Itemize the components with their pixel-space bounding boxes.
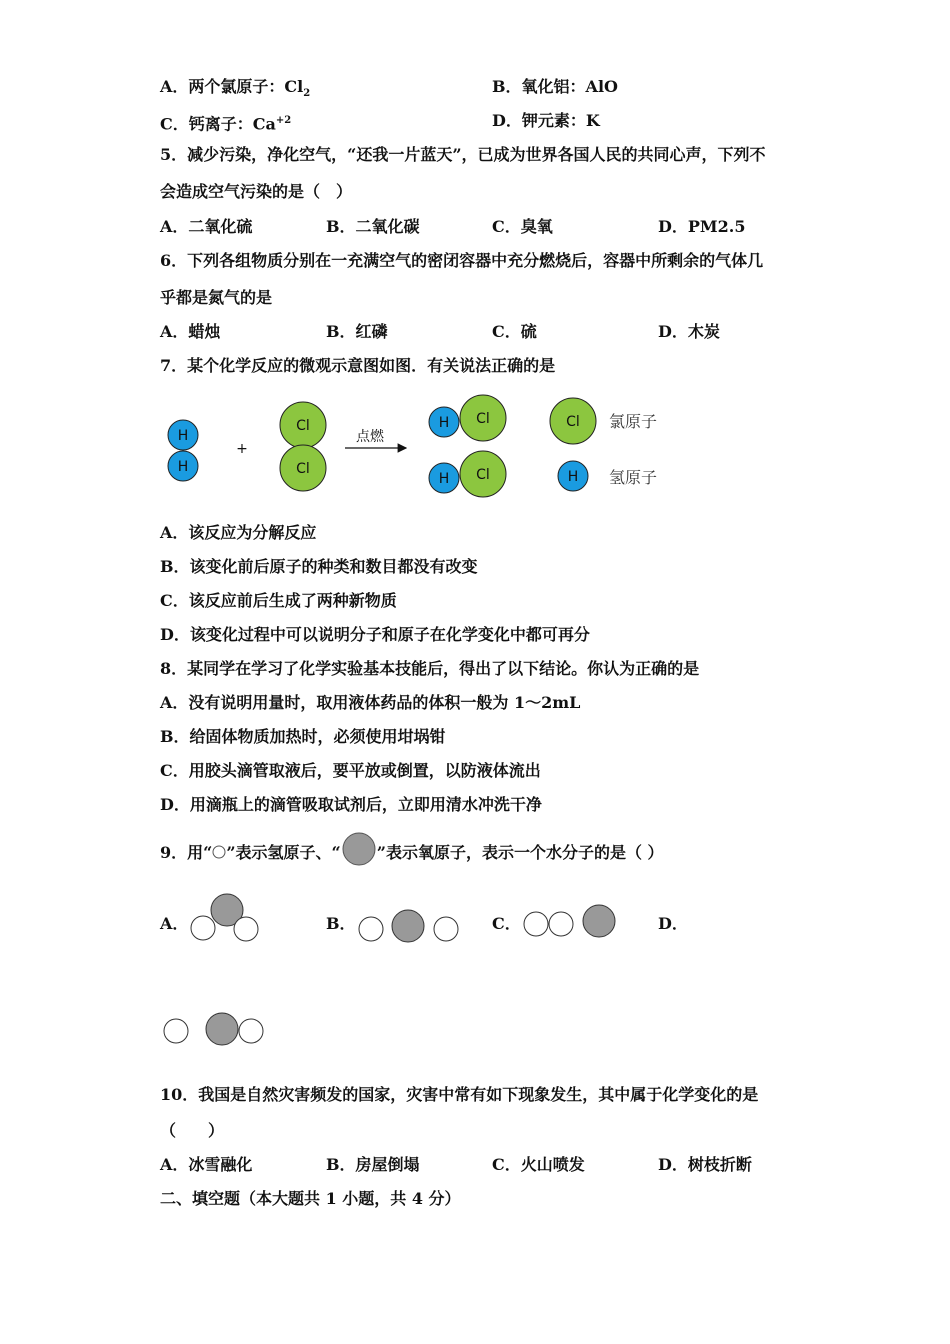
hcl-molecule-product: [429, 395, 506, 441]
q10-option-a: A．冰雪融化: [160, 1155, 253, 1174]
q8-option-b: B．给固体物质加热时，必须使用坩埚钳: [160, 727, 446, 746]
q7-option-d: D．该变化过程中可以说明分子和原子在化学变化中都可再分: [160, 625, 590, 644]
legend-hydrogen: [558, 461, 657, 491]
q6-stem-line2: 乎都是氮气的是: [160, 288, 273, 307]
q6-stem-line1: 6．下列各组物质分别在一充满空气的密闭容器中充分燃烧后，容器中所剩余的气体几: [160, 251, 764, 270]
q9-option-c-model: [520, 900, 630, 950]
q6-option-d: D．木炭: [658, 322, 720, 341]
q9-option-b-model: [355, 903, 465, 953]
hydrogen-atom: [239, 1019, 263, 1043]
chlorine-atom-label: Cl: [566, 414, 580, 430]
q8-option-d: D．用滴瓶上的滴管吸取试剂后，立即用清水冲洗干净: [160, 795, 542, 814]
chlorine-atom-label: Cl: [296, 418, 310, 434]
q8-stem: 8．某同学在学习了化学实验基本技能后，得出了以下结论。你认为正确的是: [160, 659, 700, 678]
q9-option-b: B．: [326, 914, 356, 933]
q7-option-a: A．该反应为分解反应: [160, 523, 317, 542]
q9-stem-part1: 9．用“: [160, 843, 213, 862]
q6-option-a: A．蜡烛: [160, 322, 221, 341]
q5-option-d: D．PM2.5: [658, 217, 746, 236]
q8-option-c: C．用胶头滴管取液后，要平放或倒置，以防液体流出: [160, 761, 541, 780]
hydrogen-atom-label: H: [438, 415, 450, 431]
hcl-molecule-product: [429, 451, 506, 497]
q9-option-c: C．: [492, 914, 521, 933]
q5-stem-line2: 会造成空气污染的是（ ）: [160, 182, 353, 201]
oxygen-atom: [583, 905, 615, 937]
legend-chlorine-label: 氯原子: [609, 412, 658, 431]
oxygen-atom: [392, 910, 424, 942]
hydrogen-atom: [191, 916, 215, 940]
q5-option-b: B．二氧化碳: [326, 217, 420, 236]
chlorine-atom-label: Cl: [476, 467, 490, 483]
q4-option-d: D．钾元素：K: [492, 111, 600, 130]
q6-option-c: C．硫: [492, 322, 537, 341]
hydrogen-atom: [234, 917, 258, 941]
hydrogen-molecule-reactant: [168, 420, 198, 481]
q4-option-c: C．钙离子：$Ca^{+2}$: [160, 114, 292, 134]
hydrogen-atom-label: H: [177, 428, 189, 444]
legend-hydrogen-label: 氢原子: [609, 468, 658, 487]
q9-option-a: A．: [160, 914, 189, 933]
q9-stem: [160, 842, 664, 863]
q4-option-b: B．氧化铝：AlO: [492, 77, 618, 96]
q4-option-a: A．两个氯原子：$Cl_2$: [160, 77, 311, 100]
section-2-title: 二、填空题（本大题共 1 小题，共 4 分）: [160, 1189, 461, 1208]
q9-option-d-model: [160, 1007, 280, 1057]
q5-option-c: C．臭氧: [492, 217, 553, 236]
q7-option-b: B．该变化前后原子的种类和数目都没有改变: [160, 557, 478, 576]
q10-option-c: C．火山喷发: [492, 1155, 585, 1174]
q9-option-a-model: [185, 890, 265, 950]
reaction-diagram: [160, 395, 680, 515]
chlorine-atom-label: Cl: [296, 461, 310, 477]
legend-chlorine: [550, 398, 657, 444]
hydrogen-atom-symbol: [212, 843, 226, 861]
q5-option-a: A．二氧化硫: [160, 217, 253, 236]
q10-option-d: D．树枝折断: [658, 1155, 752, 1174]
oxygen-atom-symbol: [341, 842, 377, 862]
q7-stem: 7．某个化学反应的微观示意图如图．有关说法正确的是: [160, 356, 556, 375]
q5-stem-line1: 5．减少污染，净化空气，“还我一片蓝天”，已成为世界各国人民的共同心声，下列不: [160, 145, 766, 164]
q10-stem-line1: 10．我国是自然灾害频发的国家，灾害中常有如下现象发生，其中属于化学变化的是: [160, 1085, 759, 1104]
reaction-condition-label: 点燃: [356, 429, 384, 445]
oxygen-atom: [206, 1013, 238, 1045]
q9-option-d: D．: [658, 914, 688, 933]
q6-option-b: B．红磷: [326, 322, 388, 341]
hydrogen-atom: [359, 917, 383, 941]
hydrogen-atom: [524, 912, 548, 936]
plus-sign: +: [236, 441, 248, 457]
q8-option-a: A．没有说明用量时，取用液体药品的体积一般为 1～2mL: [160, 693, 581, 712]
chlorine-atom-label: Cl: [476, 411, 490, 427]
q7-option-c: C．该反应前后生成了两种新物质: [160, 591, 397, 610]
hydrogen-atom-label: H: [177, 459, 189, 475]
hydrogen-atom-label: H: [438, 471, 450, 487]
hydrogen-atom: [164, 1019, 188, 1043]
hydrogen-atom: [549, 912, 573, 936]
q10-stem-line2: （ ）: [160, 1121, 225, 1140]
hydrogen-atom-label: H: [567, 469, 579, 485]
q10-option-b: B．房屋倒塌: [326, 1155, 420, 1174]
hydrogen-atom: [434, 917, 458, 941]
chlorine-molecule-reactant: [280, 402, 326, 491]
q9-stem-part2: ”表示氢原子、“: [226, 843, 341, 862]
q9-stem-part3: ”表示氧原子，表示一个水分子的是（ ）: [376, 843, 664, 862]
